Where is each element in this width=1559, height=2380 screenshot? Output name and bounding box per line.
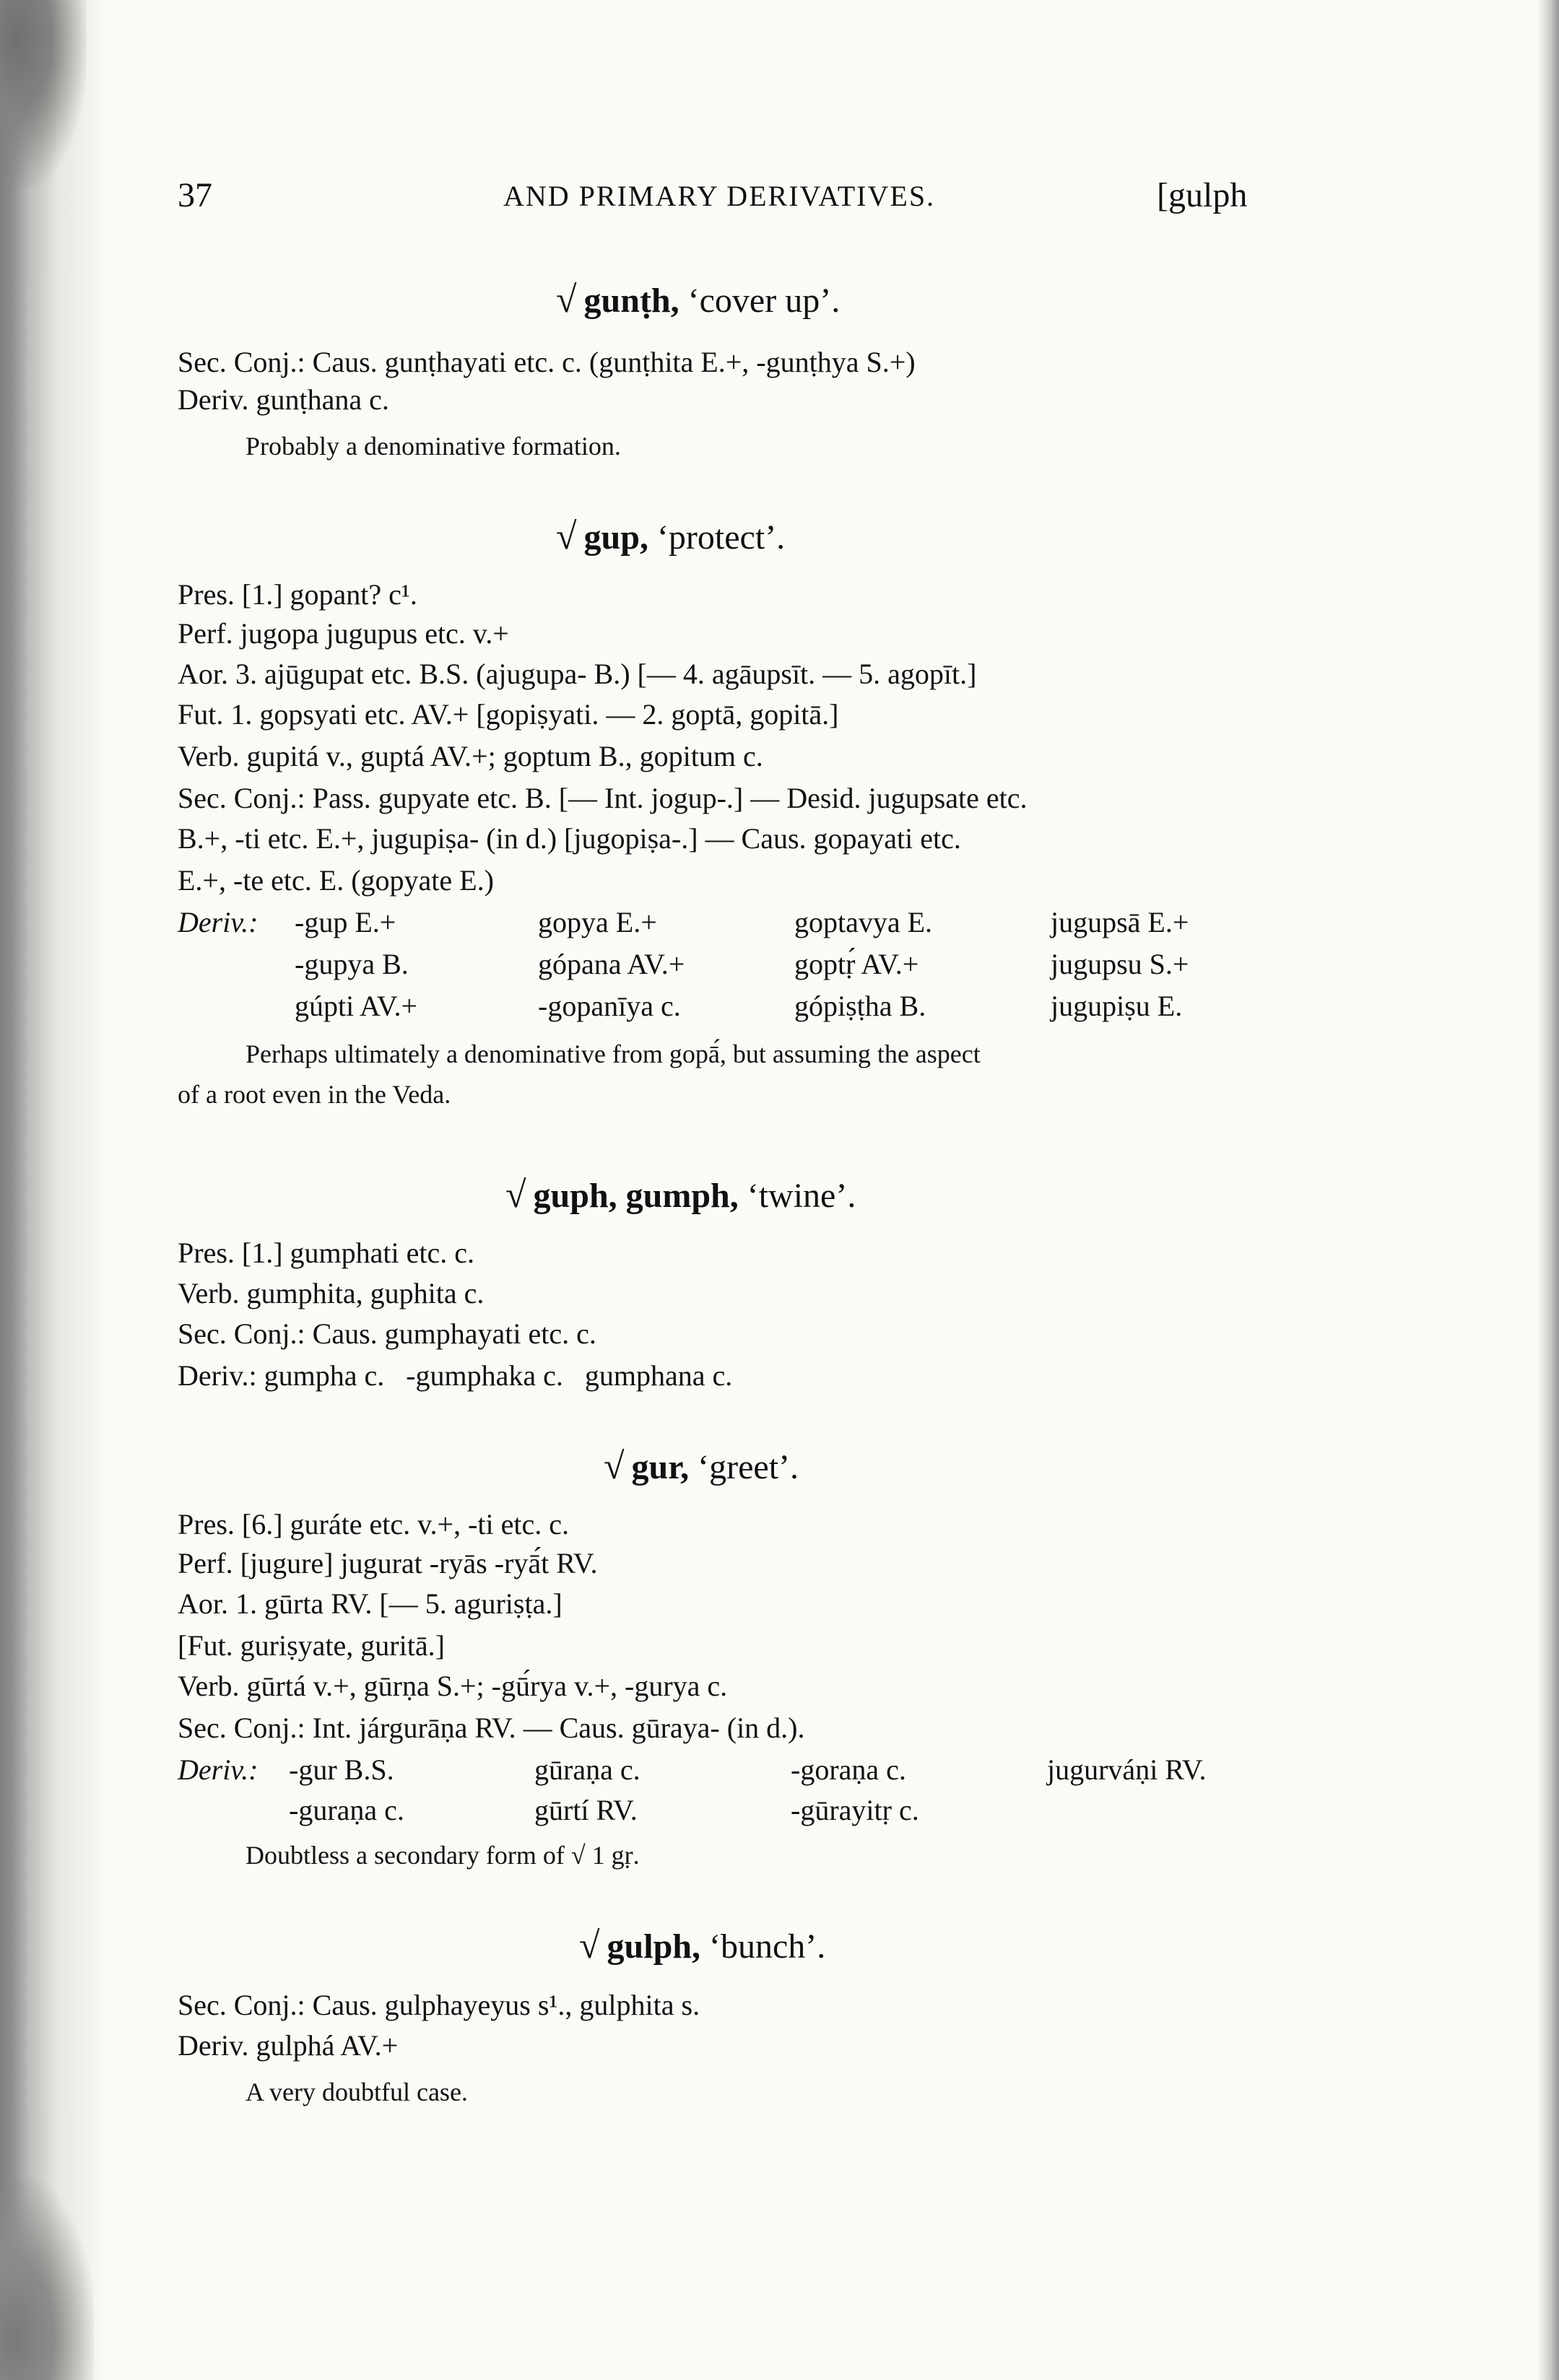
- text-line: B.+, -ti etc. E.+, jugupiṣa- (in d.) [jugopiṣa-.] — Caus. gopayati etc.: [178, 822, 961, 855]
- entry-note: Doubtless a secondary form of √ 1 gṛ.: [246, 1841, 640, 1870]
- deriv-cell: -gopanīya c.: [538, 990, 681, 1022]
- text-line: Verb. gumphita, guphita c.: [178, 1277, 485, 1309]
- text-line: Deriv. gunṭhana c.: [178, 383, 389, 416]
- text-line: Verb. gūrtá v.+, gūrṇa S.+; -gū́rya v.+, -gurya c.: [178, 1670, 728, 1702]
- text-line: E.+, -te etc. E. (gopyate E.): [178, 864, 494, 897]
- radical-sign-icon: √: [505, 1174, 526, 1216]
- radical-sign-icon: √: [579, 1925, 600, 1966]
- entry-heading: [505, 1175, 856, 1216]
- deriv-cell: jugupiṣu E.: [1051, 990, 1183, 1022]
- deriv-cell: -gupya B.: [295, 948, 409, 980]
- text-line: Sec. Conj.: Pass. gupyate etc. B. [— Int. jogup-.] — Desid. jugupsate etc.: [178, 782, 1028, 814]
- deriv-cell: jugupsu S.+: [1051, 948, 1189, 980]
- deriv-cell: jugupsā E.+: [1051, 906, 1189, 938]
- deriv-label: Deriv.:: [178, 906, 259, 938]
- text-line: [Fut. guriṣyate, guritā.]: [178, 1629, 445, 1662]
- text-line: Sec. Conj.: Caus. gulphayeyus s¹., gulphita s.: [178, 1989, 700, 2021]
- scan-shadow-right: [1537, 0, 1559, 2380]
- text-line: Pres. [6.] guráte etc. v.+, -ti etc. c.: [178, 1508, 569, 1540]
- text-line: Pres. [1.] gopant? c¹.: [178, 578, 417, 611]
- deriv-cell: goptavya E.: [794, 906, 933, 938]
- text-line: Deriv. gulphá AV.+: [178, 2029, 399, 2062]
- deriv-cell: gópiṣṭha B.: [794, 990, 926, 1022]
- text-line: Sec. Conj.: Int. járgurāṇa RV. — Caus. gūraya- (in d.).: [178, 1712, 805, 1744]
- entry-note: of a root even in the Veda.: [178, 1080, 451, 1109]
- deriv-cell: gūraṇa c.: [534, 1753, 640, 1786]
- running-title: AND PRIMARY DERIVATIVES.: [503, 180, 936, 212]
- scan-shadow-left: [0, 0, 108, 2380]
- entry-note: Probably a denominative formation.: [246, 432, 621, 461]
- deriv-cell: gopya E.+: [538, 906, 657, 938]
- root-gloss: ‘cover up’.: [687, 282, 841, 320]
- deriv-label: Deriv.:: [178, 1753, 259, 1786]
- page-number: 37: [178, 176, 212, 214]
- radical-sign-icon: √: [604, 1446, 625, 1487]
- deriv-cell: goptṛ́ AV.+: [794, 948, 919, 980]
- scan-blot-top: [0, 0, 87, 188]
- text-line: Verb. gupitá v., guptá AV.+; goptum B., gopitum c.: [178, 740, 763, 772]
- deriv-cell: -guraṇa c.: [289, 1794, 404, 1826]
- text-line: Fut. 1. gopsyati etc. AV.+ [gopiṣyati. — 2. goptā, gopitā.]: [178, 698, 839, 731]
- text-line: Pres. [1.] gumphati etc. c.: [178, 1237, 474, 1269]
- root-gloss: ‘protect’.: [656, 518, 786, 557]
- deriv-cell: gūrtí RV.: [534, 1794, 638, 1826]
- text-line: Perf. jugopa jugupus etc. v.+: [178, 617, 509, 650]
- root-gloss: ‘twine’.: [747, 1177, 856, 1215]
- scan-blot-bottom: [0, 2178, 94, 2380]
- root-word: gur,: [631, 1448, 690, 1486]
- root-word: guph, gumph,: [533, 1177, 739, 1215]
- text-line: Perf. [jugure] jugurat -ryās -ryā́t RV.: [178, 1547, 598, 1579]
- deriv-cell: -gur B.S.: [289, 1753, 394, 1786]
- entry-note: Perhaps ultimately a denominative from gopā́, but assuming the aspect: [246, 1039, 981, 1068]
- radical-sign-icon: √: [556, 279, 577, 321]
- root-gloss: ‘greet’.: [698, 1448, 799, 1486]
- root-word: gup,: [583, 518, 648, 557]
- deriv-cell: -gup E.+: [295, 906, 396, 938]
- entry-heading: [556, 517, 785, 558]
- deriv-cell: gópana AV.+: [538, 948, 685, 980]
- text-line: Aor. 3. ajūgupat etc. B.S. (ajugupa- B.) [— 4. agāupsīt. — 5. agopīt.]: [178, 658, 977, 690]
- deriv-cell: -goraṇa c.: [791, 1753, 906, 1786]
- deriv-cell: -gūrayitṛ c.: [791, 1794, 919, 1826]
- entry-note: A very doubtful case.: [246, 2078, 468, 2106]
- text-line: Aor. 1. gūrta RV. [— 5. aguriṣṭa.]: [178, 1587, 563, 1620]
- deriv-cell: gúpti AV.+: [295, 990, 418, 1022]
- root-word: gunṭh,: [583, 282, 679, 320]
- root-word: gulph,: [607, 1927, 700, 1966]
- text-line: Deriv.: gumpha c. -gumphaka c. gumphana c.: [178, 1359, 733, 1392]
- text-line: Sec. Conj.: Caus. gumphayati etc. c.: [178, 1317, 596, 1350]
- entry-heading: [604, 1447, 799, 1488]
- entry-heading: [556, 280, 840, 321]
- deriv-cell: jugurváṇi RV.: [1047, 1753, 1207, 1786]
- catchword: [gulph: [1157, 176, 1248, 214]
- entry-heading: [579, 1926, 825, 1967]
- radical-sign-icon: √: [556, 516, 577, 557]
- root-gloss: ‘bunch’.: [708, 1927, 826, 1966]
- text-line: Sec. Conj.: Caus. gunṭhayati etc. c. (gunṭhita E.+, -gunṭhya S.+): [178, 346, 916, 378]
